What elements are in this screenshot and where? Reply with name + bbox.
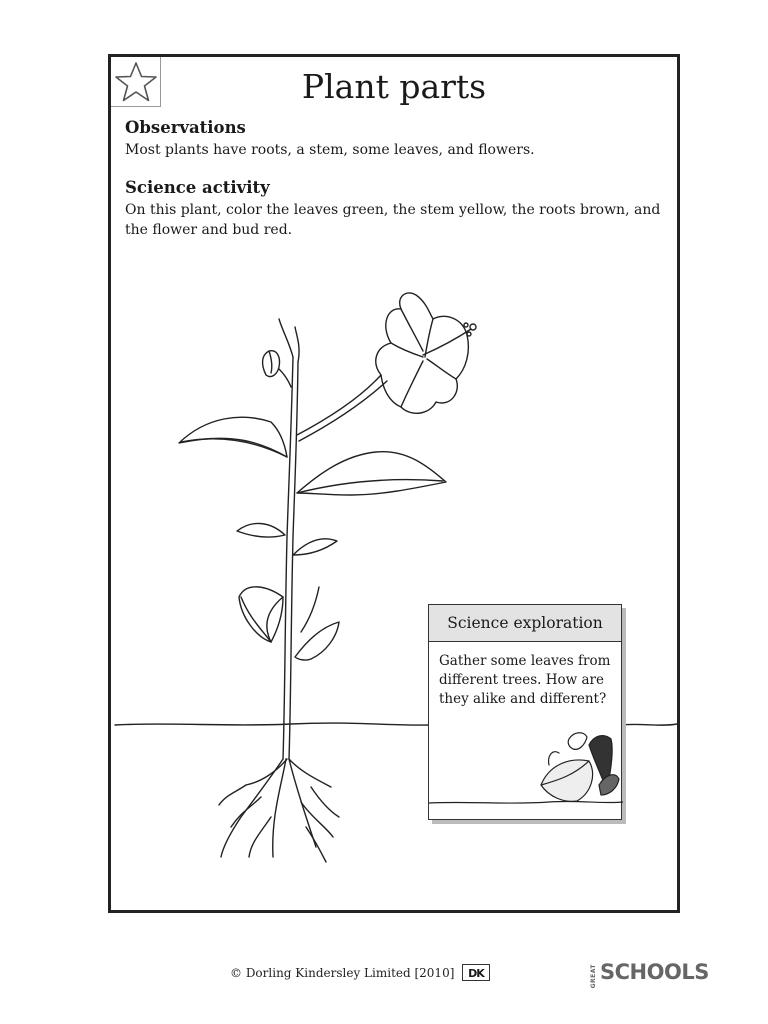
roots: [219, 759, 339, 862]
exploration-box: [428, 604, 622, 820]
exploration-heading: Science exploration: [429, 605, 621, 642]
leaf-upper-left: [179, 417, 287, 457]
copyright-text: © Dorling Kindersley Limited [2010]: [230, 966, 455, 980]
footer: [0, 962, 768, 988]
observations-heading: Observations: [125, 118, 246, 137]
observations-text: Most plants have roots, a stem, some leaves, and flowers.: [125, 142, 535, 158]
leaves-illustration: [429, 725, 623, 819]
activity-text: On this plant, color the leaves green, the stem yellow, the roots brown, and the flower and bud red.: [125, 202, 661, 238]
page-title: Plant parts: [301, 67, 487, 106]
brand-small-text: GREAT: [590, 964, 597, 989]
worksheet-frame: [108, 54, 680, 913]
ground-line: [115, 723, 428, 725]
brand-text: SCHOOLS: [600, 960, 709, 984]
dk-logo: DK: [462, 964, 490, 981]
leaf-mid-left: [237, 523, 285, 537]
stem: [283, 357, 293, 759]
leaf-lower-left: [239, 587, 283, 642]
exploration-text: Gather some leaves from different trees. How are they alike and different?: [439, 653, 611, 707]
activity-heading: Science activity: [125, 178, 270, 197]
flower: [376, 293, 469, 413]
